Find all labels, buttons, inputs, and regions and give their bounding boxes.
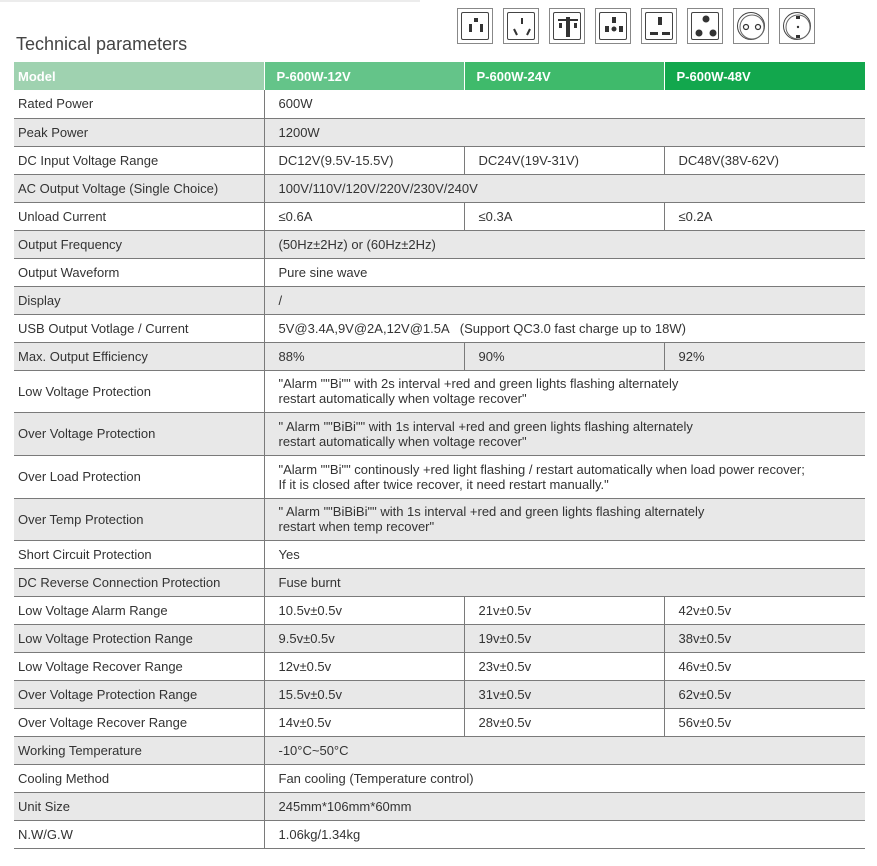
socket-type-icons (457, 8, 815, 44)
parameter-value: 46v±0.5v (664, 652, 865, 680)
header-model: Model (14, 62, 264, 90)
parameter-value: 1200W (264, 118, 865, 146)
parameter-label: Low Voltage Protection Range (14, 624, 264, 652)
parameter-label: Over Temp Protection (14, 498, 264, 540)
parameter-value: 92% (664, 342, 865, 370)
parameter-value: DC48V(38V-62V) (664, 146, 865, 174)
parameter-value: (50Hz±2Hz) or (60Hz±2Hz) (264, 230, 865, 258)
parameter-value: ≤0.3A (464, 202, 664, 230)
header-model-12v: P-600W-12V (264, 62, 464, 90)
parameter-value: DC12V(9.5V-15.5V) (264, 146, 464, 174)
us-socket-icon (457, 8, 493, 44)
table-row (14, 540, 865, 568)
parameter-label: AC Output Voltage (Single Choice) (14, 174, 264, 202)
uk-socket-icon (641, 8, 677, 44)
parameter-value: Yes (264, 540, 865, 568)
eu-socket-icon (733, 8, 769, 44)
universal-socket-icon (549, 8, 585, 44)
parameter-value: 600W (264, 90, 865, 118)
table-row (14, 342, 865, 370)
parameter-value: 90% (464, 342, 664, 370)
parameter-value: 1.06kg/1.34kg (264, 820, 865, 848)
table-row (14, 680, 865, 708)
technical-parameters-table (14, 62, 865, 849)
parameter-value: 5V@3.4A,9V@2A,12V@1.5A (Support QC3.0 fast charge up to 18W) (264, 314, 865, 342)
parameter-value: 21v±0.5v (464, 596, 664, 624)
table-row (14, 736, 865, 764)
table-row (14, 90, 865, 118)
parameter-value: 62v±0.5v (664, 680, 865, 708)
header-model-24v: P-600W-24V (464, 62, 664, 90)
parameter-label: Over Voltage Protection Range (14, 680, 264, 708)
table-row (14, 174, 865, 202)
table-row (14, 258, 865, 286)
top-divider (0, 0, 420, 2)
parameter-label: Low Voltage Alarm Range (14, 596, 264, 624)
parameter-value: 42v±0.5v (664, 596, 865, 624)
parameter-value: 23v±0.5v (464, 652, 664, 680)
table-row (14, 286, 865, 314)
table-row (14, 652, 865, 680)
table-row (14, 792, 865, 820)
table-row (14, 624, 865, 652)
parameter-value: DC24V(19V-31V) (464, 146, 664, 174)
table-row (14, 314, 865, 342)
parameter-value: " Alarm ""BiBi"" with 1s interval +red and green lights flashing alternately restart automatically when voltage recover" (264, 412, 865, 455)
table-row (14, 118, 865, 146)
parameter-label: Peak Power (14, 118, 264, 146)
parameter-value: 12v±0.5v (264, 652, 464, 680)
parameter-label: Over Voltage Protection (14, 412, 264, 455)
table-row (14, 230, 865, 258)
table-row (14, 498, 865, 540)
au-socket-icon (503, 8, 539, 44)
parameter-label: Max. Output Efficiency (14, 342, 264, 370)
table-row (14, 708, 865, 736)
parameter-value: 14v±0.5v (264, 708, 464, 736)
parameter-label: DC Input Voltage Range (14, 146, 264, 174)
parameter-value: 9.5v±0.5v (264, 624, 464, 652)
header-model-48v: P-600W-48V (664, 62, 865, 90)
parameter-value: ≤0.2A (664, 202, 865, 230)
parameter-label: Unit Size (14, 792, 264, 820)
parameter-value: 28v±0.5v (464, 708, 664, 736)
parameter-label: Low Voltage Recover Range (14, 652, 264, 680)
parameter-value: 100V/110V/120V/220V/230V/240V (264, 174, 865, 202)
parameter-value: 19v±0.5v (464, 624, 664, 652)
parameter-label: Over Voltage Recover Range (14, 708, 264, 736)
parameter-label: N.W/G.W (14, 820, 264, 848)
parameter-label: Working Temperature (14, 736, 264, 764)
table-row (14, 455, 865, 498)
parameter-value: 15.5v±0.5v (264, 680, 464, 708)
parameter-value: -10°C~50°C (264, 736, 865, 764)
parameter-label: DC Reverse Connection Protection (14, 568, 264, 596)
parameter-label: Output Waveform (14, 258, 264, 286)
parameter-label: USB Output Votlage / Current (14, 314, 264, 342)
page-title: Technical parameters (16, 34, 188, 54)
table-row (14, 596, 865, 624)
table-row (14, 202, 865, 230)
fr-socket-icon (779, 8, 815, 44)
parameter-value: " Alarm ""BiBiBi"" with 1s interval +red and green lights flashing alternately restart when temp recover" (264, 498, 865, 540)
parameter-label: Unload Current (14, 202, 264, 230)
parameter-label: Display (14, 286, 264, 314)
parameter-value: 245mm*106mm*60mm (264, 792, 865, 820)
table-row (14, 370, 865, 412)
parameter-value: 38v±0.5v (664, 624, 865, 652)
parameter-label: Short Circuit Protection (14, 540, 264, 568)
parameter-label: Low Voltage Protection (14, 370, 264, 412)
parameter-value: 56v±0.5v (664, 708, 865, 736)
table-row (14, 820, 865, 848)
parameter-label: Over Load Protection (14, 455, 264, 498)
parameter-value: ≤0.6A (264, 202, 464, 230)
multi-socket-icon (595, 8, 631, 44)
parameter-value: "Alarm ""Bi"" continously +red light flashing / restart automatically when load power recover; If it is closed after twice recover, it need restart manually." (264, 455, 865, 498)
parameter-value: 10.5v±0.5v (264, 596, 464, 624)
parameter-label: Cooling Method (14, 764, 264, 792)
table-header-row (14, 62, 865, 90)
table-row (14, 412, 865, 455)
parameter-value: "Alarm ""Bi"" with 2s interval +red and green lights flashing alternately restart automatically when voltage recover" (264, 370, 865, 412)
parameter-label: Output Frequency (14, 230, 264, 258)
parameter-value: Fuse burnt (264, 568, 865, 596)
multi-round-socket-icon (687, 8, 723, 44)
parameter-value: / (264, 286, 865, 314)
parameter-label: Rated Power (14, 90, 264, 118)
parameter-value: 88% (264, 342, 464, 370)
parameter-value: 31v±0.5v (464, 680, 664, 708)
parameter-value: Pure sine wave (264, 258, 865, 286)
table-row (14, 568, 865, 596)
table-row (14, 764, 865, 792)
parameter-value: Fan cooling (Temperature control) (264, 764, 865, 792)
table-row (14, 146, 865, 174)
